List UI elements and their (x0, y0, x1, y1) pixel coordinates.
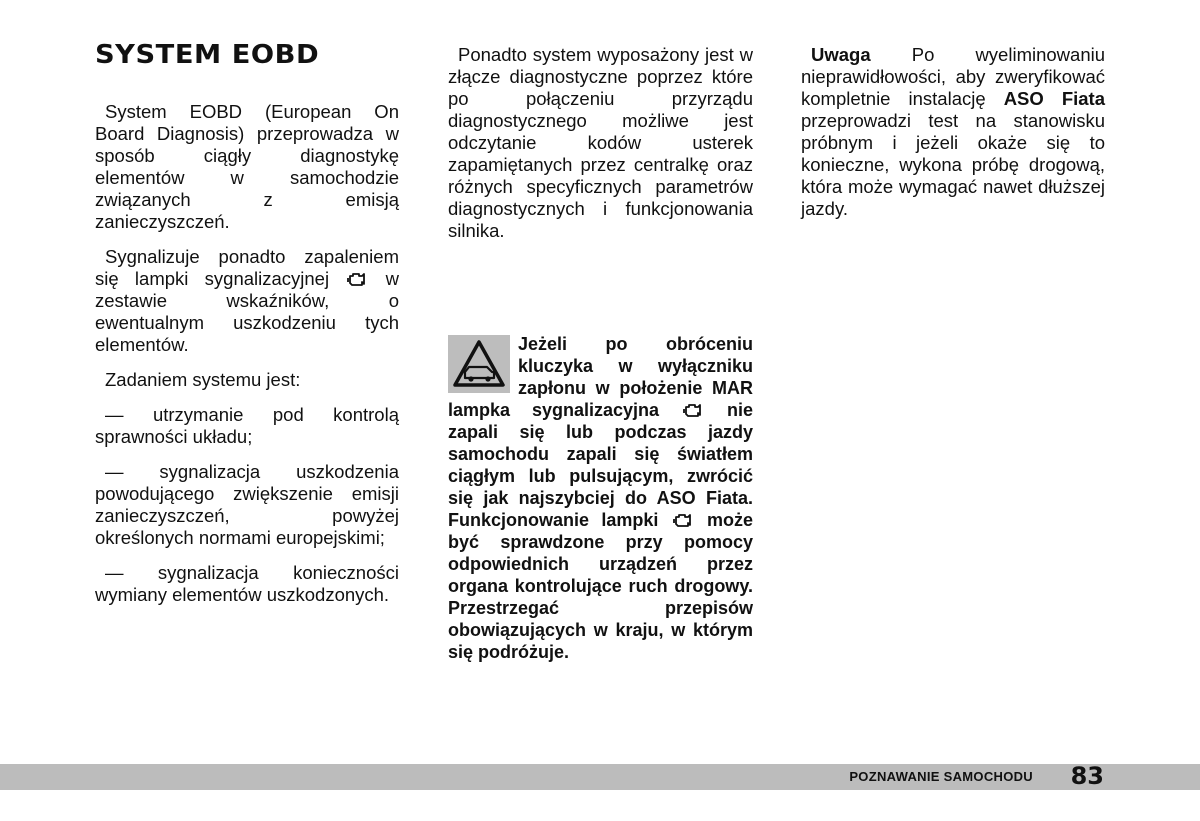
warning-text-part3: może być sprawdzone przy pomocy odpowiednich urządzeń przez organa kontrolujące ruch drogowy. Przestrzegać przepisów obowiązujących w kraju, w którym się podróżuje. (448, 510, 753, 662)
warning-block (448, 333, 753, 663)
note-text-before: Po wyeliminowaniu nieprawidłowości, aby zweryfikować kompletnie instalację (801, 44, 1106, 109)
paragraph-signal-after: w zestawie wskaźników, o ewentualnym uszkodzeniu tych elementów. (95, 268, 400, 355)
engine-check-icon (673, 512, 693, 529)
column-middle (448, 44, 753, 242)
column-left (95, 101, 399, 619)
page-number: 83 (1070, 762, 1104, 790)
paragraph-intro: System EOBD (European On Board Diagnosis) przeprowadza w sposób ciągły diagnostykę elementów w samochodzie związanych z emisją zanieczyszczeń. (95, 101, 399, 232)
paragraph-signal (95, 246, 399, 356)
list-item-control: — utrzymanie pod kontrolą sprawności układu; (95, 404, 399, 447)
paragraph-task: Zadaniem systemu jest: (105, 369, 301, 390)
footer-section-title: POZNAWANIE SAMOCHODU (849, 769, 1033, 784)
column-right (801, 44, 1105, 220)
note-text-after: przeprowadzi test na stanowisku próbnym i jeżeli okaże się to konieczne, wykona próbę drogową, która może wymagać nawet dłuższej jazdy. (801, 110, 1105, 219)
note-brand: ASO Fiata (1003, 88, 1105, 109)
warning-text-part1: Jeżeli po obróceniu kluczyka w wyłączniku zapłonu w położenie MAR lampka sygnalizacyjna (448, 334, 753, 420)
paragraph-diagnostic-connector: Ponadto system wyposażony jest w złącze diagnostyczne poprzez które po połączeniu przyrządu diagnostycznego możliwe jest odczytanie kodów usterek zapamiętanych przez centralkę oraz różnych specyficznych parametrów diagnostycznych i funkcjonowania silnika. (448, 44, 753, 241)
paragraph-note (801, 44, 1105, 220)
footer-bar (0, 764, 1200, 790)
page-title: SYSTEM EOBD (95, 40, 320, 70)
warning-text-part2: nie zapali się lub podczas jazdy samochodu zapali się światłem ciągłym lub pulsującym, zwrócić się jak najszybciej do ASO Fiata. Funkcjonowanie lampki (448, 400, 753, 530)
list-item-replacement: — sygnalizacja konieczności wymiany elementów uszkodzonych. (95, 562, 399, 605)
note-label: Uwaga (811, 44, 871, 65)
warning-triangle-car-icon (448, 335, 510, 393)
list-item-emission: — sygnalizacja uszkodzenia powodującego zwiększenie emisji zanieczyszczeń, powyżej określonych normami europejskimi; (95, 461, 399, 548)
engine-check-icon (347, 271, 367, 288)
paragraph-signal-before: Sygnalizuje ponadto zapaleniem się lampki sygnalizacyjnej (95, 246, 399, 289)
engine-check-icon (683, 402, 703, 419)
